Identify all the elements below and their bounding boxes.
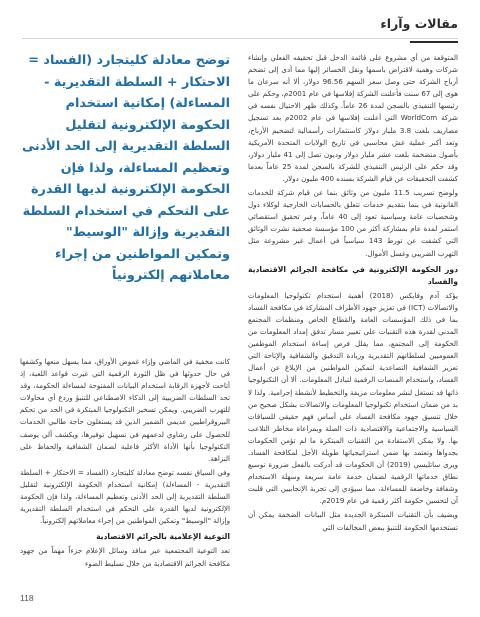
paragraph: يؤكد آدم وفايكس (2018) أهمية استخدام تكنولوجيا المعلومات والاتصالات (ICT) في تعزيز جهود الأطراف المشاركة في مكافحة الفساد بما في ذلك المؤسسات العامة والقطاع الخاص ومنظمات المجتمع المدني لقدرة هذه التقنيات على تغيير مسار تدفق إمداد المعلومات من الحكومة إلى المجتمع، مما يقلل فرص إساءة استخدام الموظفين العموميين لسلطاتهم التقديرية وزيادة التدقيق والشفافية والإتاحة التي تعزيز الشفافية التصاعدية لتمكين المواطنين من الإبلاغ عن أعمال الفساد، واستخدام المنصات الرقمية لتبادل المعلومات. ألا أن التكنولوجيا ذاتها قد تستغل لنشر معلومات مزيفة والتخطيط لأنشطة إجرامية. ولذا لا بد من ضمان استخدام تكنولوجيا المعلومات والاتصالات بشكل صحيح من خلال تنسيق جهود مكافحة الفساد على أساس فهم حقيقي للسياقات السياسية والاجتماعية والاقتصادية ذات الصلة وبمراعاة مخاطر التلاعب بها. ولا يمكن الاستفادة من التقنيات المبتكرة ما لم تؤمن الحكومات بجدواها وتعتمد بها ضمن استراتيجياتها طويلة الأجل لمكافحة الفساد. ويرى ساتليسي (2019) أن الحكومات قد أدركت بالفعل ضرورة توسيع نطاق خدماتها الرقمية لضمان خدمة عامة سريعة وسهلة الاستخدام وشفافة وخاضعة للمساءلة، مما سيؤدي إلى تجربة الإنجابيين التي قلبت آن لتحسين حكومة أكثر رقمية في عام 2019م. <box>248 290 458 506</box>
paragraph: وفي السياق نفسه توضح معادلة كليتجارد (الفساد = الاحتكار + السلطة التقديرية - المساءلة) إمكانية استخدام الحكومة الإلكترونية لتقليل السلطة التقديرية إلى الحد الأدنى وتعظيم المساءلة، ولذا فإن الحكومة الإلكترونية لديها القدرة على التحكم في استخدام السلطة التقديرية وإزالة "الوسيط" وتمكين المواطنين من إجراء معاملاتهم إلكترونياً. <box>20 467 230 526</box>
left-column <box>20 356 230 572</box>
section-title: مقالات وآراء <box>380 16 458 31</box>
title-accent-bar <box>410 41 458 43</box>
paragraph: ولوضح تسريب 11.5 مليون من وثائق بنما عن قيام شركة للخدمات القانونية في بنما بتقديم خدمات تتعلق بالحسابات الخارجية لوكلاء دول وشخصيات عامة وسياسية تعود إلى 40 عاماً، وعبر تحقيق استقصائي استمر لمدة عام بمشاركة أكثر من 100 مؤسسة صحفية نشرت الوثائق التي كشفت عن تورط 143 سياسياً في أعمال غير مشروعة مثل التهرب الضريبي وغسل الأموال. <box>248 188 458 258</box>
paragraph: ويضيف بأن التقنيات المبتكرة الجديدة مثل البيانات الضخمة يمكن أن تستخدمها الحكومة للتنبؤ ببعض المخالفات التي <box>248 510 458 532</box>
paragraph: كانت مخفية في الماضي وإزاء غموض الأوراق، مما يسهل منعها وكشفها في حال حدوثها في ظل الثورة الرقمية التي غيرت قواعد اللعبة، إذ أتاحت لأجهزة الرقابة استخدام البيانات المفتوحة لمساءلة الحكومة، وقد تحد السلطات الضريبية إلى الذكاء الاصطناعي للتنبؤ وردع أي محاولات للتهرب الضريبي. ويمكن تسخير التكنولوجيا المبتكرة في الحد من تحكم البيروقراطيين عديمي الضمير الذين قد يستغلون حاجة طالبي الخدمات للحصول على رشاوي لدعمهم في تسهيل توفيرها، ويكشف ألي يوصف التكنولوجيا بأنها الأداة الأكثر فاعلية لضمان الشفافية والحفاظ على النزاهة. <box>20 357 230 463</box>
paragraph: تعد التوعية المجتمعية عبر منافذ وسائل الإعلام جزءاً مهماً من جهود مكافحة الجرائم الاقتصادية من خلال تسليط الضوء <box>20 546 230 568</box>
paragraph: المتوقعة من أي مشروع على قائمة الدخل قبل تحقيقه الفعلي وإنشاء شركات وهمية لاقتراض باسمها ونقل الخسائر إليها مما أدى إلى تضخم أرباح الشركة حتى وصل سعر السهم 96.56 دولار، ألا أنه سرعان ما هوى إلى 67 سنت فأعلنت الشركة إفلاسها في عام 2001م، وحكم على رئيسها التنفيذي بالسجن لمدة 26 عاماً. وكذلك ظهر الاحتيال نفسه في شركة WorldCom التي أعلنت إفلاسها في عام 2002م بعد تسجيل مصاريف بلغت 3.8 مليار دولار كاستثمارات رأسمالية لتضخيم الأرباح، وتعد أكبر عملية غش محاسبي في تاريخ الولايات المتحدة الأمريكية بأصول متضخمة بلغت عشر مليار دولار وديون تصل إلى 41 مليار دولار، وقد حكم على الرئيس التنفيذي للشركة بالسجن لمدة 25 عاماً بعدما كشفت التحقيقات عن قيام الشركة بسنده 400 مليون دولار. <box>248 53 458 183</box>
title-divider <box>22 38 458 39</box>
right-column <box>248 52 458 536</box>
pull-quote: توضح معادلة كليتجارد (الفساد = الاحتكار + السلطة التقديرية - المساءلة) إمكانية استخدام الحكومة الإلكترونية لتقليل السلطة التقديرية إلى الحد الأدنى وتعظيم المساءلة، ولذا فإن الحكومة الإلكترونية لديها القدرة على التحكم في استخدام السلطة التقديرية وإزالة "الوسيط" وتمكين المواطنين من إجراء معاملاتهم إلكترونياً <box>21 53 230 283</box>
subheading: دور الحكومة الإلكترونية في مكافحة الجرائم الاقتصادية والفساد <box>248 264 458 286</box>
page-number: 118 <box>20 593 34 603</box>
subheading: التوعية الإعلامية بالجرائم الاقتصادية <box>96 532 230 542</box>
